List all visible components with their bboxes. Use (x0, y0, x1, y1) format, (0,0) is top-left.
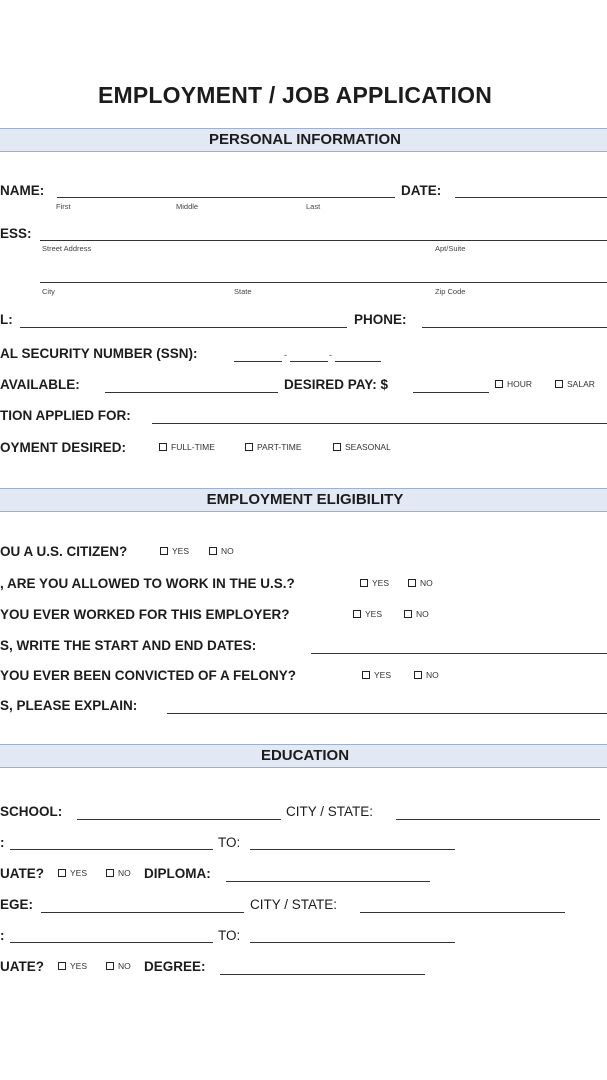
college-graduate-no-checkbox[interactable] (106, 962, 114, 970)
college-graduate-yes-checkbox[interactable] (58, 962, 66, 970)
part-time-option[interactable]: PART-TIME (245, 442, 302, 452)
school-graduate-yes-checkbox[interactable] (58, 869, 66, 877)
ssn-part2-field[interactable] (290, 361, 328, 362)
hour-option[interactable]: HOUR (495, 379, 532, 389)
ssn-separator-1: - (284, 350, 287, 360)
college-city-state-label: CITY / STATE: (250, 897, 338, 912)
felony-yes-option[interactable]: YES (362, 670, 391, 680)
page-title: EMPLOYMENT / JOB APPLICATION (97, 82, 493, 108)
state-caption: State (234, 287, 252, 296)
felony-no-checkbox[interactable] (414, 671, 422, 679)
phone-field[interactable] (422, 327, 607, 328)
diploma-label: DIPLOMA: (144, 866, 211, 881)
school-graduate-yes-option[interactable]: YES (58, 868, 87, 878)
name-first-caption: First (56, 202, 71, 211)
name-field[interactable] (57, 197, 395, 198)
full-time-option[interactable]: FULL-TIME (159, 442, 215, 452)
salary-checkbox[interactable] (555, 380, 563, 388)
section-header-education: EDUCATION (0, 744, 607, 768)
ssn-label: AL SECURITY NUMBER (SSN): (0, 346, 198, 361)
work-allowed-no-option[interactable]: NO (408, 578, 433, 588)
ssn-part3-field[interactable] (335, 361, 381, 362)
school-city-state-field[interactable] (396, 819, 600, 820)
ssn-separator-2: - (329, 350, 332, 360)
citizen-no-option[interactable]: NO (209, 546, 234, 556)
worked-before-yes-option[interactable]: YES (353, 609, 382, 619)
worked-before-no-checkbox[interactable] (404, 610, 412, 618)
name-last-caption: Last (306, 202, 321, 211)
position-label: TION APPLIED FOR: (0, 408, 131, 423)
part-time-checkbox[interactable] (245, 443, 253, 451)
salary-option[interactable]: SALAR (555, 379, 595, 389)
city-state-zip-field[interactable] (40, 282, 607, 283)
work-allowed-yes-checkbox[interactable] (360, 579, 368, 587)
college-field[interactable] (41, 912, 244, 913)
section-header-eligibility: EMPLOYMENT ELIGIBILITY (0, 488, 607, 512)
city-caption: City (42, 287, 55, 296)
college-graduate-label: UATE? (0, 959, 44, 974)
citizen-yes-checkbox[interactable] (160, 547, 168, 555)
school-from-label: : (0, 835, 5, 850)
citizen-no-checkbox[interactable] (209, 547, 217, 555)
college-from-field[interactable] (10, 942, 213, 943)
work-allowed-yes-option[interactable]: YES (360, 578, 389, 588)
college-from-label: : (0, 928, 5, 943)
section-header-personal: PERSONAL INFORMATION (0, 128, 607, 152)
college-to-label: TO: (218, 928, 241, 943)
name-middle-caption: Middle (176, 202, 199, 211)
name-label: NAME: (0, 183, 45, 198)
felony-yes-checkbox[interactable] (362, 671, 370, 679)
school-graduate-no-checkbox[interactable] (106, 869, 114, 877)
worked-before-question: YOU EVER WORKED FOR THIS EMPLOYER? (0, 607, 290, 622)
school-to-field[interactable] (250, 849, 455, 850)
worked-before-no-option[interactable]: NO (404, 609, 429, 619)
degree-label: DEGREE: (144, 959, 206, 974)
full-time-checkbox[interactable] (159, 443, 167, 451)
citizen-question: OU A U.S. CITIZEN? (0, 544, 128, 559)
employment-desired-label: OYMENT DESIRED: (0, 440, 127, 455)
address-label: ESS: (0, 226, 32, 241)
college-to-field[interactable] (250, 942, 455, 943)
email-field[interactable] (20, 327, 347, 328)
date-available-field[interactable] (105, 392, 278, 393)
seasonal-checkbox[interactable] (333, 443, 341, 451)
desired-pay-label: DESIRED PAY: $ (284, 377, 389, 392)
work-allowed-no-checkbox[interactable] (408, 579, 416, 587)
zip-caption: Zip Code (435, 287, 466, 296)
felony-question: YOU EVER BEEN CONVICTED OF A FELONY? (0, 668, 297, 683)
explain-label: S, PLEASE EXPLAIN: (0, 698, 138, 713)
school-from-field[interactable] (10, 849, 213, 850)
street-field[interactable] (40, 240, 607, 241)
diploma-field[interactable] (226, 881, 430, 882)
apt-caption: Apt/Suite (435, 244, 466, 253)
felony-no-option[interactable]: NO (414, 670, 439, 680)
college-graduate-no-option[interactable]: NO (106, 961, 131, 971)
desired-pay-field[interactable] (413, 392, 489, 393)
citizen-yes-option[interactable]: YES (160, 546, 189, 556)
college-label: EGE: (0, 897, 34, 912)
school-label: SCHOOL: (0, 804, 63, 819)
college-graduate-yes-option[interactable]: YES (58, 961, 87, 971)
seasonal-option[interactable]: SEASONAL (333, 442, 391, 452)
explain-field[interactable] (167, 713, 607, 714)
school-city-state-label: CITY / STATE: (286, 804, 374, 819)
start-end-dates-label: S, WRITE THE START AND END DATES: (0, 638, 257, 653)
college-city-state-field[interactable] (360, 912, 565, 913)
email-label: L: (0, 312, 13, 327)
hour-checkbox[interactable] (495, 380, 503, 388)
ssn-part1-field[interactable] (234, 361, 282, 362)
date-label: DATE: (401, 183, 442, 198)
position-field[interactable] (152, 423, 607, 424)
date-field[interactable] (455, 197, 607, 198)
work-allowed-question: , ARE YOU ALLOWED TO WORK IN THE U.S.? (0, 576, 295, 591)
school-to-label: TO: (218, 835, 241, 850)
school-graduate-no-option[interactable]: NO (106, 868, 131, 878)
start-end-dates-field[interactable] (311, 653, 607, 654)
worked-before-yes-checkbox[interactable] (353, 610, 361, 618)
school-graduate-label: UATE? (0, 866, 44, 881)
degree-field[interactable] (220, 974, 425, 975)
date-available-label: AVAILABLE: (0, 377, 80, 392)
street-caption: Street Address (42, 244, 92, 253)
school-field[interactable] (77, 819, 281, 820)
phone-label: PHONE: (354, 312, 407, 327)
